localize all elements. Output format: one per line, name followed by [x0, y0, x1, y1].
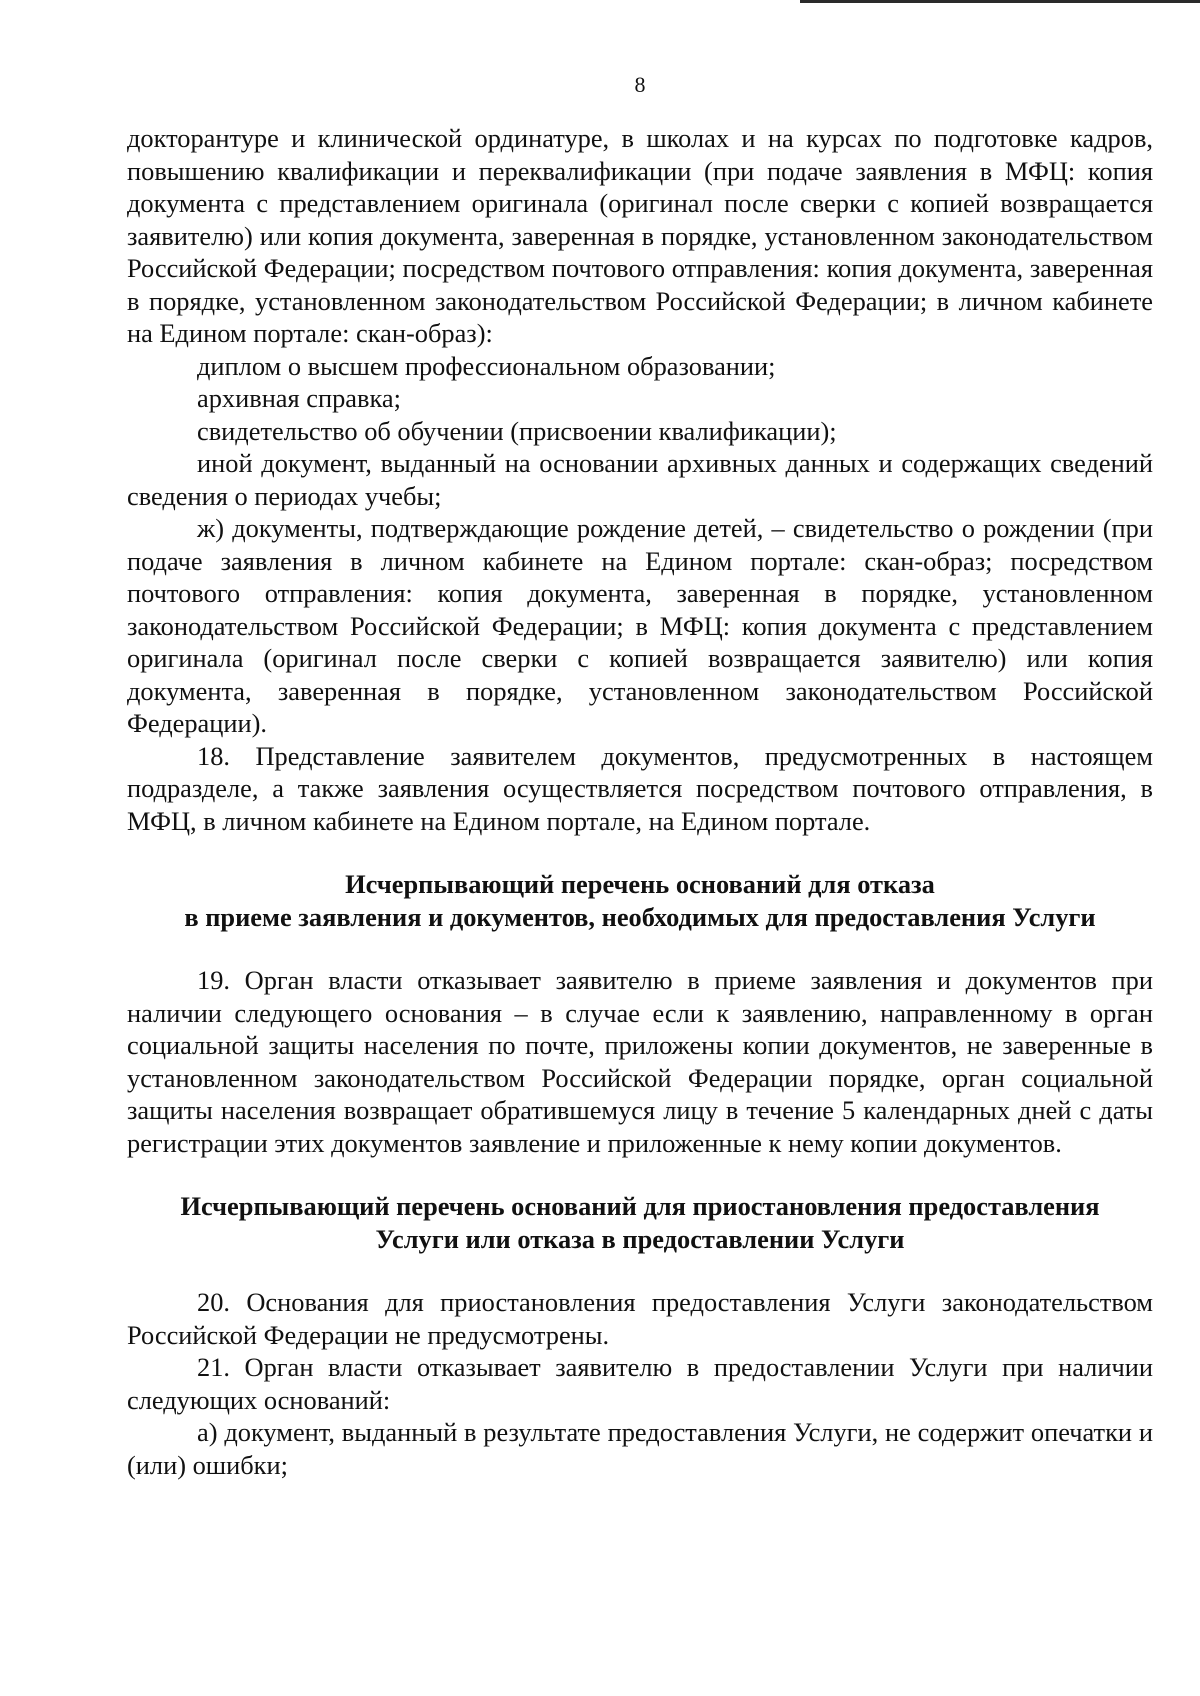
list-item-other-document: иной документ, выданный на основании архивных данных и содержащих сведений сведения о периодах учебы; — [127, 448, 1153, 511]
paragraph-19: 19. Орган власти отказывает заявителю в приеме заявления и документов при наличии следующего основания – в случае если к заявлению, направленному в орган социальной защиты населения по почте, приложены копии документов, не заверенные в установленном законодательством Российской Федерации порядке, орган социальной защиты населения возвращает обратившемуся лицу в течение 5 календарных дней с даты регистрации этих документов заявление и приложенные к нему копии документов. — [127, 965, 1153, 1158]
paragraph-20: 20. Основания для приостановления предоставления Услуги законодательством Российской Федерации не предусмотрены. — [127, 1287, 1153, 1350]
section-heading-refusal-acceptance — [127, 868, 1153, 933]
paragraph-21: 21. Орган власти отказывает заявителю в предоставлении Услуги при наличии следующих оснований: — [127, 1352, 1153, 1415]
list-item-archive-certificate: архивная справка; — [197, 383, 401, 413]
heading-line: Исчерпывающий перечень оснований для приостановления предоставления — [180, 1191, 1100, 1221]
paragraph-21-item-a: а) документ, выданный в результате предоставления Услуги, не содержит опечатки и (или) ошибки; — [127, 1417, 1153, 1480]
paragraph-18: 18. Представление заявителем документов, предусмотренных в настоящем подразделе, а также заявления осуществляется посредством почтового отправления, в МФЦ, в личном кабинете на Едином портале, на Едином портале. — [127, 740, 1153, 836]
heading-line: в приеме заявления и документов, необходимых для предоставления Услуги — [184, 901, 1096, 932]
list-item-diploma: диплом о высшем профессиональном образовании; — [197, 350, 776, 381]
list-item-training-certificate: свидетельство об обучении (присвоении квалификации); — [197, 415, 837, 446]
paragraph-item-zh: ж) документы, подтверждающие рождение детей, – свидетельство о рождении (при подаче заявления в личном кабинете на Едином портале: скан-образ; посредством почтового отправления: копия документа, заверенная в порядке, установленном законодательством Российской Федерации; в МФЦ: копия документа с представлением оригинала (оригинал после сверки с копией возвращается заявителю) или копия документа, заверенная в порядке, установленном законодательством Российской Федерации). — [127, 513, 1153, 738]
section-heading-suspension-refusal — [127, 1190, 1153, 1255]
scan-edge-mark — [800, 0, 1200, 3]
heading-line: Исчерпывающий перечень оснований для отказа — [345, 869, 935, 899]
page-number: 8 — [634, 72, 646, 97]
document-page — [127, 70, 1153, 1481]
heading-line: Услуги или отказа в предоставлении Услуги — [375, 1223, 905, 1254]
paragraph-continuation: докторантуре и клинической ординатуре, в школах и на курсах по подготовке кадров, повышению квалификации и переквалификации (при подаче заявления в МФЦ: копия документа с представлением оригинала (оригинал после сверки с копией возвращается заявителю) или копия документа, заверенная в порядке, установленном законодательством Российской Федерации; посредством почтового отправления: копия документа, заверенная в порядке, установленном законодательством Российской Федерации; в личном кабинете на Едином портале: скан-образ): — [127, 123, 1153, 348]
